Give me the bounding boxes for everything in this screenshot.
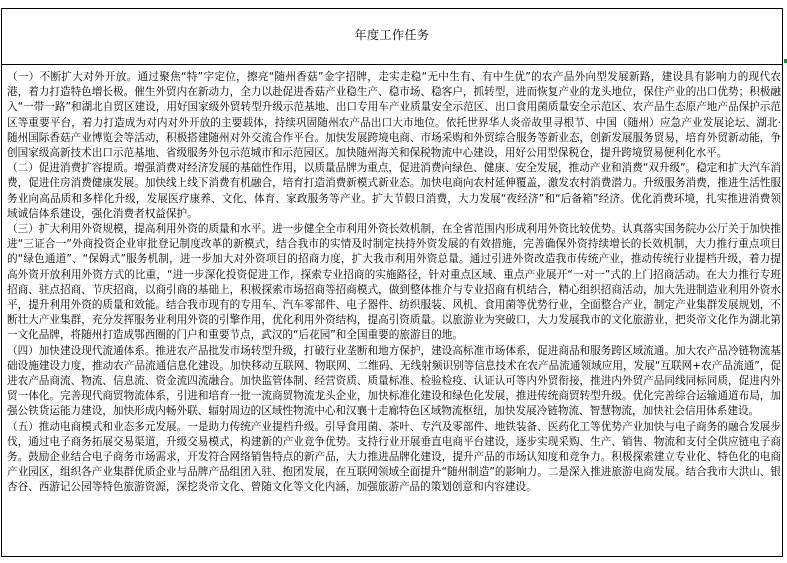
paragraph-ecommerce: （五）推动电商模式和业态多元发展。一是助力传统产业提档升级。引导食用菌、茶叶、专汽及零部件、地铁装备、医药化工等优势产业加快与电子商务的融合发展步伐，通过电子商务拓展交易渠道，升级交易模式，构建新的产业竞争优势。支持行业开展垂直电商平台建设，逐步实现采购、生产、销售、物流和支付全供应链电子商务。鼓励企业结合电子商务市场需求，开发符合网络销售特点的新产品，大力推进品牌化建设，提升产品的市场认知度和竞争力。积极探索建立专业化、特色化的电商产业园区，组织各产业集群优质企业与品牌产品组团入驻、抱团发展，在互联网领域全面提升“随州制造”的影响力。二是深入推进旅游电商发展。结合我市大洪山、银杏谷、西游记公园等特色旅游资源，深挖炎帝文化、曾随文化等文化内涵，加强旅游产品的策划创意和内容建设。 (7, 420, 781, 494)
paragraph-consumption: （二）促进消费扩容提质。增强消费对经济发展的基础性作用，以质量品牌为重点，促进消费向绿色、健康、安全发展，推动产业和消费“双升级”。稳定和扩大汽车消费，促进住房消费健康发展。加快线上线下消费有机融合，培育打造消费新模式新业态。加快电商向农村延伸覆盖，激发农村消费潜力。升级服务消费，推进生活性服务业向高品质和多样化升级，发展医疗康养、文化、体育、家政服务等产业。扩大节假日消费，大力发展“夜经济”和“后备箱”经济。优化消费环境，扎实推进消费领域诚信体系建设，强化消费者权益保护。 (7, 162, 781, 220)
sheet-title: 年度工作任务 (354, 28, 430, 42)
paragraph-foreign-investment: （三）扩大利用外资规模，提高利用外资的质量和水平。进一步健全全市利用外资长效机制，在全省范围内形成利用外资比较优势。认真落实国务院办公厅关于加快推进“三证合一”外商投资企业审批登记制度改革的新模式，结合我市的实情及时制定扶持外资发展的有效措施，完善确保外资持续增长的长效机制，大力推行重点项目的“绿色通道”、“保姆式”服务机制，进一步加大对外资项目的招商力度，扩大我市利用外资总量。通过引进外资改造我市传统产业，推动传统行业提档升级，着力提高外资开放利用外资方式的比重，“进一步深化投资促进工作，探索专业招商的实施路径，针对重点区域、重点产业展开“一对一”式的上门招商活动。在大力推行专班招商、驻点招商、节庆招商，以商引商的基础上，积极探索市场招商等招商模式，做到整体推介与专业招商有机结合，精心组织招商活动，加大先进制造业利用外资水平，提升利用外资的质量和效能。结合我市现有的专用车、汽车零部件、电子器件、纺织服装、风机、食用菌等优势行业，全面整合产业，制定产业集群发展规划，不断壮大产业集群，充分发挥服务业利用外资的引擎作用，优化利用外资结构，提高引资质量。以旅游业为突破口，大力发展我市的文化旅游业，把炎帝文化作为湖北第一文化品牌，将随州打造成鄂西圈的门户和重要节点，武汉的“后花园”和全国重要的旅游目的地。 (7, 223, 781, 342)
paragraph-circulation-system: （四）加快建设现代流通体系。推进农产品批发市场转型升级，打破行业垄断和地方保护，建设高标准市场体系，促进商品和服务跨区域流通。加大农产品冷链物流基础设施建设力度，推动农产品流通信息化建设。加快移动互联网、物联网、二维码、无线射频识别等信息技术在农产品流通领域应用，发展“互联网+农产品流通”，促进农产品商流、物流、信息流、资金流四流融合。加快监管体制、经营资质、质量标准、检验检疫、认证认可等内外贸衔接，推进内外贸产品同线同标同质，促进内外贸一体化。完善现代商贸物流体系，引进和培育一批一流商贸物流龙头企业，加快标准化建设和绿色化发展，推进传统商贸转型升级。优化完善综合运输通道布局，加强公铁货运能力建设，加快形成内畅外联、辐射周边的区域性物流中心和汉襄十走廊特色区域物流枢纽，加快发展冷链物流、智慧物流，加快社会信用体系建设。 (7, 344, 781, 418)
task-table (1, 8, 783, 557)
paragraph-open-up: （一）不断扩大对外开放。通过聚焦“特”字定位，擦亮“随州香菇”金字招牌，走实走稳“无中生有、有中生优”的农产品外向型发展新路，建设具有影响力的现代农港，着力打造特色增长极。催生外贸内在新动力，全力以赴促进香菇产业稳生产、稳市场、稳客户，抓转型，进而恢复产业的龙头地位，保住产业的出口优势；积极融入“一带一路”和湖北自贸区建设，用好国家级外贸转型升级示范基地、出口专用车产业质量安全示范区、出口食用菌质量安全示范区、农产品生态原产地产品保护示范区等重要平台，着力打造成为对内对外开放的主要载体，持续巩固随州农产品出口大市地位。依托世界华人炎帝故里寻根节、中国（随州）应急产业发展论坛、湖北·随州国际香菇产业博览会等活动，积极搭建随州对外交流合作平台。加快发展跨境电商、市场采购和外贸综合服务等新业态，创新发展服务贸易，培育外贸新动能，争创国家级高新技术出口示范基地、省级服务外包示范城市和示范园区。加快随州海关和保税物流中心建设，用好公用型保税仓，提升跨境贸易便利化水平。 (7, 71, 781, 160)
content-cell[interactable] (7, 70, 781, 556)
header-cell[interactable] (2, 9, 782, 65)
